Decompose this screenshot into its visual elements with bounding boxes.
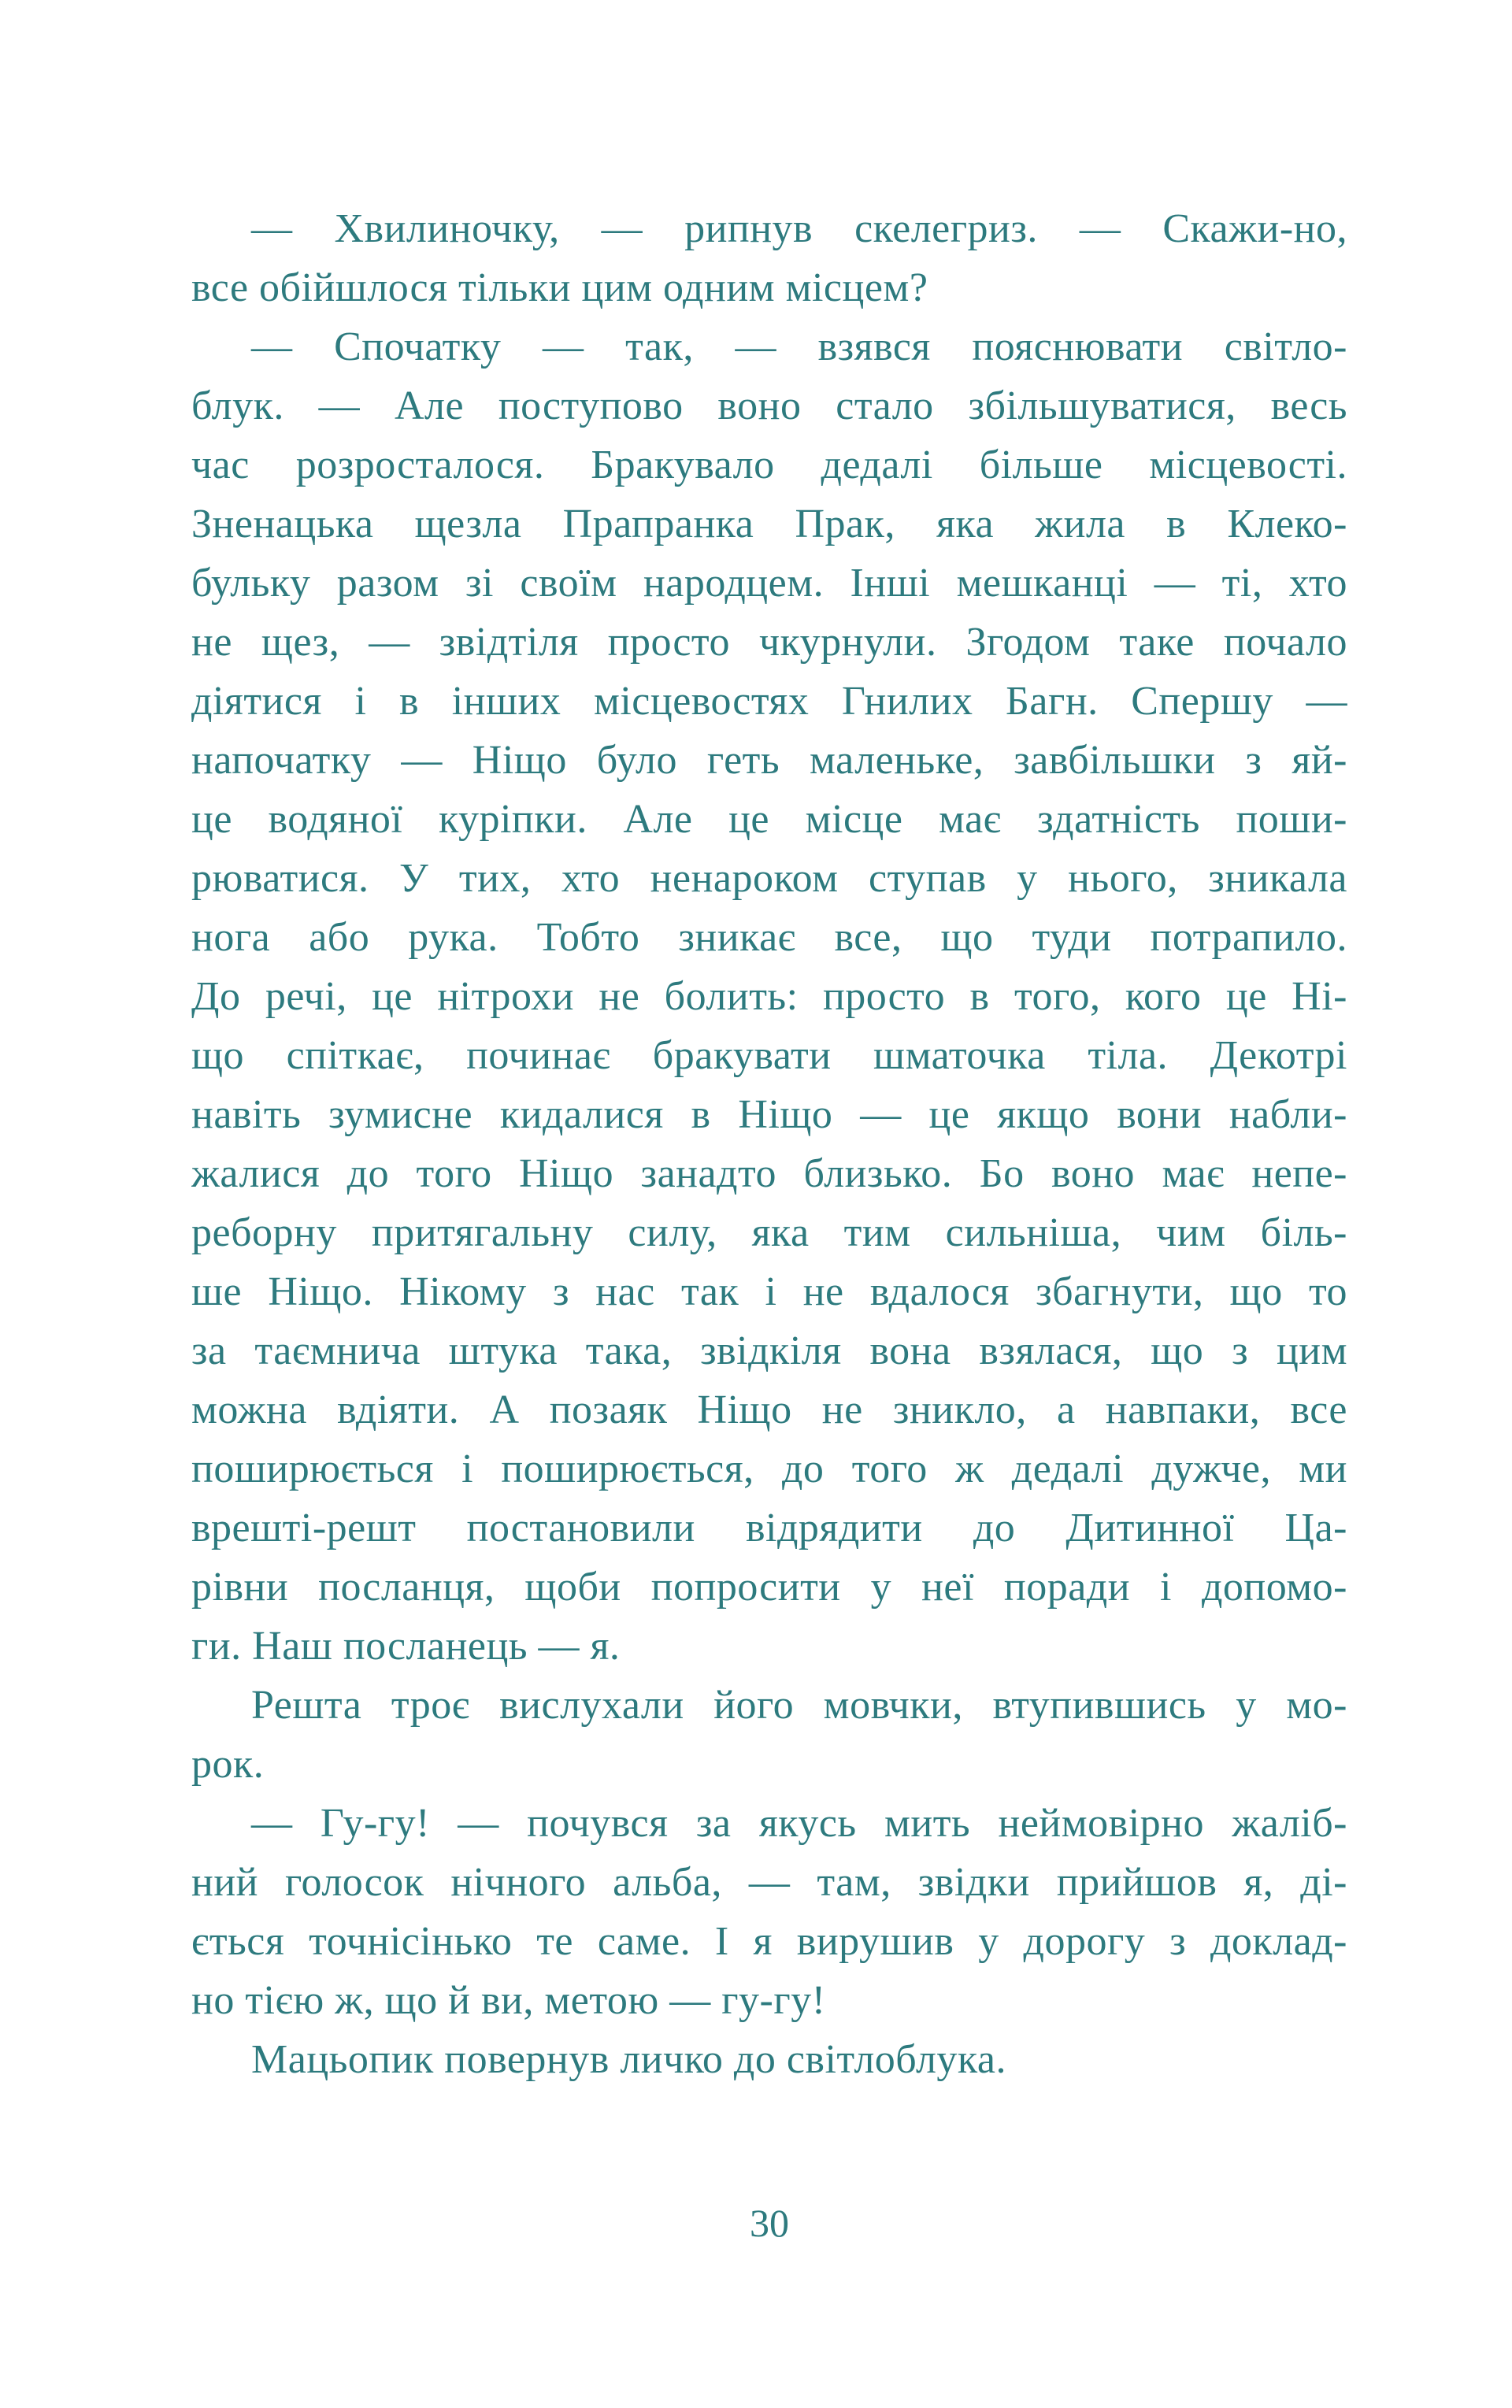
text-line: Решта троє вислухали його мовчки, втупившись у мо- bbox=[251, 1683, 1347, 1728]
text-line: реборну притягальну силу, яка тим сильніша, чим біль- bbox=[191, 1210, 1347, 1255]
text-line: бульку разом зі своїм народцем. Інші мешканці — ті, хто bbox=[191, 561, 1347, 606]
text-line: Мацьопик повернув личко до світлоблука. bbox=[251, 2037, 1006, 2082]
text-line: ше Ніщо. Нікому з нас так і не вдалося збагнути, що то bbox=[191, 1269, 1347, 1314]
text-line: жалися до того Ніщо занадто близько. Бо воно має непе- bbox=[191, 1151, 1347, 1196]
text-line: за таємнича штука така, звідкіля вона взялася, що з цим bbox=[191, 1328, 1347, 1373]
text-line: — Гу-гу! — почувся за якусь мить неймовірно жаліб- bbox=[251, 1801, 1347, 1846]
text-line: ний голосок нічного альба, — там, звідки прийшов я, ді- bbox=[191, 1860, 1347, 1905]
text-line: нога або рука. Тобто зникає все, що туди потрапило. bbox=[191, 915, 1347, 960]
text-line: врешті-решт постановили відрядити до Дитинної Ца- bbox=[191, 1506, 1347, 1550]
text-line: можна вдіяти. А позаяк Ніщо не зникло, а навпаки, все bbox=[191, 1387, 1347, 1432]
text-line: До речі, це нітрохи не болить: просто в того, кого це Ні- bbox=[191, 974, 1347, 1019]
text-line: — Хвилиночку, — рипнув скелегриз. — Скажи-но, bbox=[251, 206, 1347, 251]
text-line: час розросталося. Бракувало дедалі більше місцевості. bbox=[191, 443, 1347, 487]
text-line: все обійшлося тільки цим одним місцем? bbox=[191, 265, 928, 310]
text-line: рівни посланця, щоби попросити у неї поради і допомо- bbox=[191, 1565, 1347, 1610]
text-line: но тією ж, що й ви, метою — гу-гу! bbox=[191, 1978, 826, 2023]
page-number: 30 bbox=[750, 2201, 789, 2245]
text-line: рюватися. У тих, хто ненароком ступав у нього, зникала bbox=[191, 856, 1347, 901]
text-line: рок. bbox=[191, 1742, 265, 1787]
text-line: Зненацька щезла Прапранка Прак, яка жила в Клеко- bbox=[191, 502, 1347, 546]
text-line: ги. Наш посланець — я. bbox=[191, 1624, 621, 1669]
text-line: ється точнісінько те саме. І я вирушив у дорогу з доклад- bbox=[191, 1919, 1347, 1964]
text-line: не щез, — звідтіля просто чкурнули. Згодом таке почало bbox=[191, 620, 1347, 665]
text-line: діятися і в інших місцевостях Гнилих Багн. Спершу — bbox=[191, 679, 1347, 724]
page-text bbox=[191, 199, 1347, 2089]
text-line: напочатку — Ніщо було геть маленьке, завбільшки з яй- bbox=[191, 738, 1347, 783]
text-line: що спіткає, починає бракувати шматочка тіла. Декотрі bbox=[191, 1033, 1347, 1078]
text-line: навіть зумисне кидалися в Ніщо — це якщо вони набли- bbox=[191, 1092, 1347, 1137]
text-line: — Спочатку — так, — взявся пояснювати світло- bbox=[251, 324, 1347, 369]
text-line: це водяної куріпки. Але це місце має здатність поши- bbox=[191, 797, 1347, 842]
text-line: блук. — Але поступово воно стало збільшуватися, весь bbox=[191, 383, 1347, 428]
text-line: поширюється і поширюється, до того ж дедалі дужче, ми bbox=[191, 1447, 1347, 1491]
